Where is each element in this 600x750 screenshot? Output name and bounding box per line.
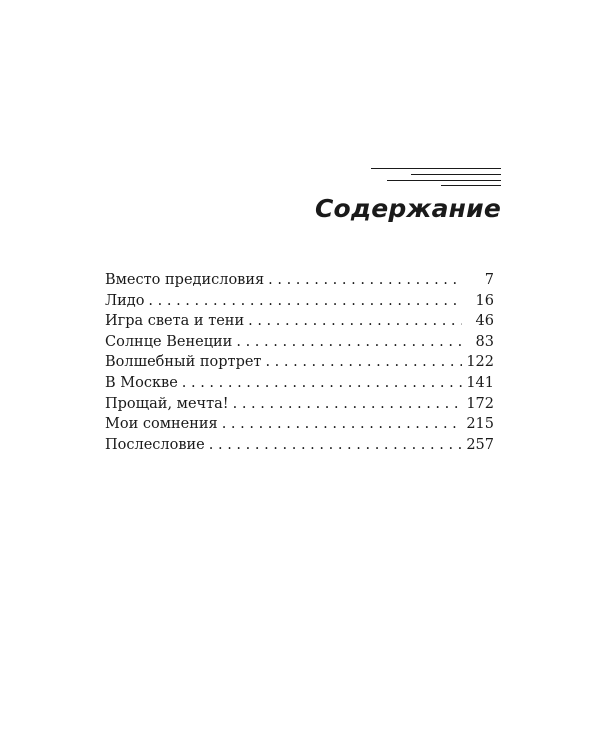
toc-entry-label: В Москве — [105, 374, 178, 391]
toc-entry-label: Игра света и тени — [105, 313, 245, 330]
toc-leader — [248, 311, 462, 332]
toc-entry-label: Мои сомнения — [105, 416, 218, 433]
toc-entry[interactable] — [105, 373, 494, 394]
page-title: Содержание — [314, 194, 501, 223]
toc-entry[interactable] — [105, 394, 494, 415]
toc-entry-label: Вместо предисловия — [105, 272, 265, 288]
toc-leader — [268, 270, 462, 291]
ornament-rule — [387, 180, 501, 181]
toc-leader — [222, 414, 462, 435]
toc-leader — [209, 435, 462, 456]
ornament-rule — [441, 185, 501, 186]
ornament-rule — [371, 168, 501, 169]
toc-entry-page: 141 — [466, 374, 494, 391]
toc-leader — [236, 332, 462, 353]
toc-leader — [265, 352, 462, 373]
toc-entry[interactable] — [105, 414, 494, 435]
toc-entry-label: Лидо — [105, 292, 145, 309]
toc-entry[interactable] — [105, 311, 494, 332]
toc-entry-label: Послесловие — [105, 436, 205, 453]
toc-leader — [182, 373, 462, 394]
toc-entry[interactable] — [105, 291, 494, 312]
toc-entry-label: Волшебный портрет — [105, 354, 262, 371]
table-of-contents — [105, 270, 494, 455]
toc-entry-label: Прощай, мечта! — [105, 395, 229, 412]
toc-entry-page: 122 — [466, 354, 494, 371]
toc-entry[interactable] — [105, 435, 494, 456]
toc-entry-page: 83 — [475, 333, 494, 350]
toc-leader — [148, 291, 462, 312]
toc-entry[interactable] — [105, 352, 494, 373]
toc-leader — [233, 394, 462, 415]
ornament-rule — [411, 174, 501, 175]
toc-entry-page: 257 — [466, 436, 494, 453]
toc-entry[interactable] — [105, 332, 494, 353]
toc-entry-label: Солнце Венеции — [105, 333, 233, 350]
toc-entry-page: 46 — [475, 313, 494, 330]
toc-entry[interactable] — [105, 270, 494, 291]
toc-entry-page: 7 — [484, 272, 494, 288]
toc-entry-page: 16 — [475, 292, 494, 309]
toc-entry-page: 172 — [466, 395, 494, 412]
toc-entry-page: 215 — [466, 416, 494, 433]
